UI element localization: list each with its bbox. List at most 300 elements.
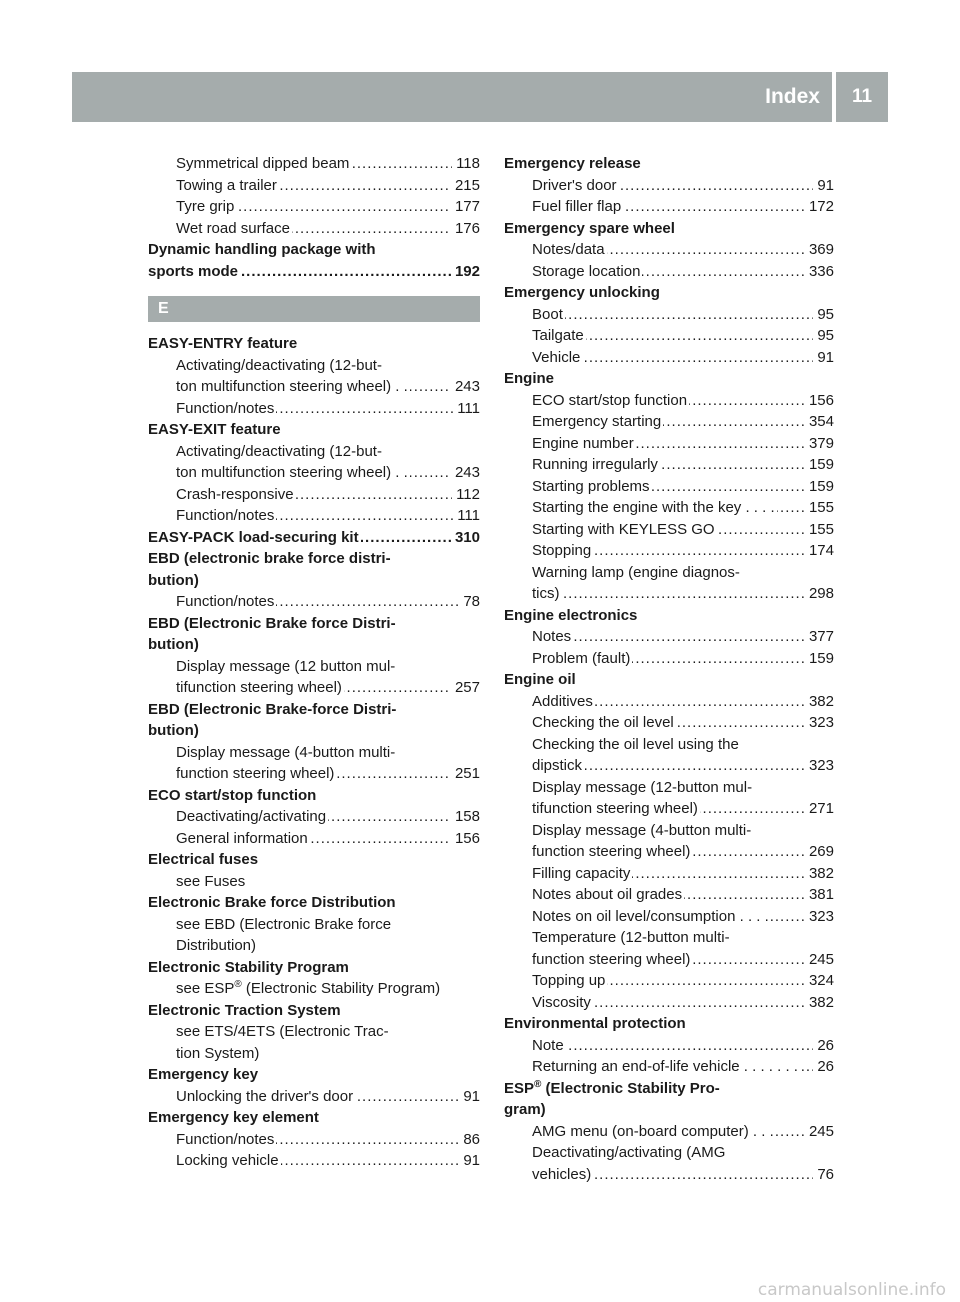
entry-label: gram) xyxy=(504,1101,546,1118)
entry-label: Deactivating/activating xyxy=(176,808,327,825)
page-reference: 155 xyxy=(805,519,834,541)
entry-text xyxy=(504,607,637,624)
index-entries-continued xyxy=(148,153,480,282)
entry-text xyxy=(176,808,328,825)
index-subentry xyxy=(504,691,834,713)
index-subentry xyxy=(504,562,834,584)
entry-text xyxy=(532,779,752,796)
entry-label: tifunction steering wheel) xyxy=(532,800,698,817)
entry-label: ton multifunction steering wheel) . . xyxy=(176,464,408,481)
page-reference: 78 xyxy=(459,591,480,613)
index-subentry xyxy=(148,806,480,828)
entry-text xyxy=(148,851,258,868)
index-column-right xyxy=(504,153,834,1185)
index-subentry xyxy=(504,325,834,347)
entry-text xyxy=(532,177,619,194)
page-reference: 369 xyxy=(805,239,834,261)
page-reference: 91 xyxy=(459,1150,480,1172)
entry-text xyxy=(532,650,632,667)
entry-text xyxy=(532,349,582,366)
entry-text xyxy=(176,980,440,997)
entry-text xyxy=(176,937,256,954)
entry-label: Activating/deactivating (12-but- xyxy=(176,442,382,460)
entry-text xyxy=(532,951,692,968)
entry-text xyxy=(504,1015,686,1032)
entry-text xyxy=(148,1109,319,1126)
entry-label: ESP xyxy=(504,1079,535,1097)
index-subentry xyxy=(504,519,834,541)
header-bar xyxy=(72,72,888,122)
entry-label: Display message (12 button mul- xyxy=(176,657,396,675)
entry-label: vehicles) xyxy=(532,1165,592,1183)
entry-label: see ESP xyxy=(176,980,235,997)
entry-text xyxy=(176,486,296,503)
index-heading xyxy=(148,1000,480,1022)
entry-text xyxy=(148,701,396,718)
page-reference: 176 xyxy=(451,218,480,240)
page-reference: 156 xyxy=(805,390,834,412)
index-subentry xyxy=(504,755,834,777)
page-reference: 95 xyxy=(813,325,834,347)
entry-label: Warning lamp (engine diagnos- xyxy=(532,563,740,581)
page-reference: 354 xyxy=(805,411,834,433)
page-reference: 159 xyxy=(805,648,834,670)
entry-text xyxy=(532,972,607,989)
index-subentry xyxy=(504,949,834,971)
index-subentry xyxy=(504,798,834,820)
entry-text xyxy=(532,693,595,710)
index-subentry xyxy=(148,218,480,240)
entry-label: dipstick xyxy=(532,757,583,774)
entry-label: Notes/data xyxy=(532,241,605,258)
entry-label: Distribution) xyxy=(176,937,257,954)
entry-text xyxy=(532,413,663,430)
index-heading xyxy=(148,419,480,441)
index-subentry xyxy=(148,828,480,850)
index-subentry xyxy=(148,484,480,506)
entry-label: Note xyxy=(532,1036,564,1054)
entry-label: Tyre grip xyxy=(176,198,235,215)
entry-label: Starting the engine with the key . . . . xyxy=(532,499,775,516)
page-reference: 245 xyxy=(805,949,834,971)
entry-label: Filling capacity xyxy=(532,864,631,882)
index-subentry xyxy=(148,441,480,463)
index-subentry xyxy=(148,742,480,764)
entry-text xyxy=(532,628,573,645)
entry-label: Notes on oil level/consumption . . . . xyxy=(532,907,769,925)
entry-text xyxy=(148,550,391,567)
entry-text xyxy=(176,830,310,847)
index-heading xyxy=(504,368,834,390)
entry-label-tail: (Electronic Stability Pro- xyxy=(541,1079,720,1097)
index-subentry xyxy=(504,433,834,455)
entry-label: function steering wheel) xyxy=(176,765,335,782)
entry-text xyxy=(176,198,236,215)
entry-label: Display message (4-button multi- xyxy=(176,743,396,761)
page-reference: 382 xyxy=(805,691,834,713)
entry-label: Locking vehicle xyxy=(176,1152,279,1169)
index-subentry xyxy=(148,656,480,678)
index-subentry xyxy=(504,777,834,799)
entry-text xyxy=(532,564,740,581)
index-heading xyxy=(148,1064,480,1086)
entry-label: Environmental protection xyxy=(504,1015,686,1032)
entry-text xyxy=(532,908,771,925)
entry-label: Viscosity xyxy=(532,993,591,1011)
entry-text xyxy=(176,1023,389,1040)
entry-label: Dynamic handling package with xyxy=(148,241,376,258)
entry-label: Starting with KEYLESS GO xyxy=(532,520,715,538)
entry-text xyxy=(148,421,281,438)
entry-label: Emergency unlocking xyxy=(504,284,660,301)
entry-label: EASY-PACK load-securing kit xyxy=(148,528,359,546)
index-subentry xyxy=(148,914,480,936)
index-subentry xyxy=(148,677,480,699)
entry-label: ECO start/stop function xyxy=(148,786,317,804)
index-heading xyxy=(148,634,480,656)
entry-text xyxy=(532,478,652,495)
entry-label: Vehicle xyxy=(532,348,581,366)
page-reference: 159 xyxy=(805,454,834,476)
page-reference: 251 xyxy=(451,763,480,785)
entry-label: Activating/deactivating (12-but- xyxy=(176,356,382,374)
entry-label: EASY-EXIT feature xyxy=(148,421,281,438)
entry-text xyxy=(176,400,276,417)
entry-label: Electronic Traction System xyxy=(148,1001,341,1019)
page-reference: 91 xyxy=(459,1086,480,1108)
page-reference: 323 xyxy=(805,712,834,734)
entry-label: tifunction steering wheel) xyxy=(176,679,342,696)
index-entries-e xyxy=(148,333,480,1172)
index-heading xyxy=(148,261,480,283)
entry-text xyxy=(532,327,586,344)
index-subentry xyxy=(504,906,834,928)
entry-text xyxy=(148,1066,258,1083)
entry-label: see EBD (Electronic Brake force xyxy=(176,915,392,933)
entry-text xyxy=(148,335,297,352)
index-subentry xyxy=(504,863,834,885)
entry-label: EBD (electronic brake force distri- xyxy=(148,550,391,567)
page-number: 11 xyxy=(851,86,873,107)
index-subentry xyxy=(148,978,480,1000)
entry-text xyxy=(148,263,240,280)
entry-text xyxy=(176,679,344,696)
page-reference: 177 xyxy=(451,196,480,218)
index-subentry xyxy=(504,390,834,412)
entry-text xyxy=(176,507,276,524)
entry-label: Checking the oil level using the xyxy=(532,735,739,753)
index-heading xyxy=(148,892,480,914)
entry-text xyxy=(148,636,199,653)
entry-label: Emergency spare wheel xyxy=(504,219,675,237)
entry-text xyxy=(148,959,349,976)
page-reference: 377 xyxy=(805,626,834,648)
index-subentry xyxy=(148,196,480,218)
entry-label: Function/notes xyxy=(176,1130,275,1148)
entry-text xyxy=(176,916,391,933)
page-reference: 257 xyxy=(451,677,480,699)
index-heading xyxy=(148,849,480,871)
entry-label: Notes xyxy=(532,628,572,645)
entry-text xyxy=(532,757,584,774)
entry-text xyxy=(504,671,576,688)
page-reference: 323 xyxy=(805,906,834,928)
index-subentry xyxy=(148,462,480,484)
entry-text xyxy=(532,1166,593,1183)
entry-label: Function/notes xyxy=(176,593,275,610)
entry-text xyxy=(532,585,562,602)
index-heading xyxy=(148,570,480,592)
index-subentry xyxy=(504,411,834,433)
entry-label: Starting problems xyxy=(532,477,650,495)
index-heading xyxy=(504,153,834,175)
entry-label: function steering wheel) xyxy=(532,950,691,968)
entry-text xyxy=(532,929,730,946)
watermark: carmanualsonline.info xyxy=(757,1280,946,1300)
entry-text xyxy=(532,263,642,280)
entry-label: Emergency key xyxy=(148,1066,259,1083)
index-subentry xyxy=(504,347,834,369)
entry-text xyxy=(504,220,675,237)
index-subentry xyxy=(504,540,834,562)
entry-text xyxy=(148,241,376,258)
entry-label: Additives xyxy=(532,692,593,710)
entry-label: Temperature (12-button multi- xyxy=(532,929,730,946)
index-heading xyxy=(148,333,480,355)
index-heading xyxy=(148,613,480,635)
page-reference: 86 xyxy=(459,1129,480,1151)
entry-text xyxy=(532,843,692,860)
page-reference: 111 xyxy=(453,398,480,420)
index-heading xyxy=(148,957,480,979)
entry-text xyxy=(148,615,396,632)
entry-label: bution) xyxy=(148,722,199,739)
index-subentry xyxy=(504,304,834,326)
index-entries-right xyxy=(504,153,834,1185)
index-subentry xyxy=(504,476,834,498)
entry-label: Function/notes xyxy=(176,507,275,524)
entry-label: Tailgate xyxy=(532,327,584,344)
entry-label: ECO start/stop function xyxy=(532,391,688,409)
index-heading xyxy=(148,785,480,807)
entry-text xyxy=(148,722,199,739)
entry-text xyxy=(532,392,689,409)
entry-label: Crash-responsive xyxy=(176,485,294,503)
page-reference: 155 xyxy=(805,497,834,519)
index-heading xyxy=(504,218,834,240)
section-letter: E xyxy=(158,300,169,317)
index-heading xyxy=(148,527,480,549)
index-subentry xyxy=(504,583,834,605)
entry-text xyxy=(176,378,410,395)
index-subentry xyxy=(148,1043,480,1065)
registered-mark: ® xyxy=(534,1078,542,1090)
index-subentry xyxy=(504,239,834,261)
entry-text xyxy=(176,177,279,194)
entry-text xyxy=(532,886,684,903)
index-subentry xyxy=(504,1142,834,1164)
entry-text xyxy=(532,499,777,516)
entry-text xyxy=(176,220,292,237)
index-subentry xyxy=(148,871,480,893)
entry-text xyxy=(532,521,717,538)
entry-label-tail: (Electronic Stability Program) xyxy=(241,980,441,997)
entry-text xyxy=(148,787,316,804)
entry-label: Emergency release xyxy=(504,155,641,172)
index-subentry xyxy=(504,1164,834,1186)
entry-label: Boot xyxy=(532,305,563,323)
page-reference: 26 xyxy=(813,1035,834,1057)
page-reference: 76 xyxy=(813,1164,834,1186)
entry-label: Fuel filler flap xyxy=(532,198,622,215)
index-subentry xyxy=(504,454,834,476)
entry-text xyxy=(532,822,751,839)
index-subentry xyxy=(504,841,834,863)
entry-label: Unlocking the driver's door xyxy=(176,1087,354,1105)
entry-text xyxy=(176,1088,355,1105)
index-heading xyxy=(148,1107,480,1129)
entry-label: Driver's door xyxy=(532,176,617,194)
entry-text xyxy=(532,198,623,215)
entry-label: bution) xyxy=(148,571,199,589)
page-reference: 382 xyxy=(805,863,834,885)
entry-text xyxy=(532,542,593,559)
entry-text xyxy=(148,572,199,589)
entry-text xyxy=(532,1058,800,1075)
entry-text xyxy=(504,1080,720,1097)
entry-text xyxy=(532,800,700,817)
entry-text xyxy=(176,1045,259,1062)
page-reference: 298 xyxy=(805,583,834,605)
page-reference: 381 xyxy=(805,884,834,906)
page-reference: 269 xyxy=(805,841,834,863)
entry-label: Symmetrical dipped beam xyxy=(176,155,350,172)
section-letter-header xyxy=(148,296,480,322)
entry-text xyxy=(176,593,276,610)
entry-label: EBD (Electronic Brake force Distri- xyxy=(148,614,396,632)
index-subentry xyxy=(504,648,834,670)
entry-label: Towing a trailer xyxy=(176,176,277,194)
entry-label: Storage location xyxy=(532,262,641,280)
index-heading xyxy=(148,699,480,721)
entry-text xyxy=(176,1152,281,1169)
entry-text xyxy=(148,894,396,911)
entry-text xyxy=(176,443,382,460)
index-subentry xyxy=(504,820,834,842)
page-reference: 245 xyxy=(805,1121,834,1143)
entry-label: General information xyxy=(176,829,308,847)
page-reference: 118 xyxy=(452,153,480,175)
entry-text xyxy=(532,435,636,452)
entry-text xyxy=(532,456,660,473)
entry-text xyxy=(532,714,676,731)
index-subentry xyxy=(148,505,480,527)
entry-label: see Fuses xyxy=(176,872,246,890)
entry-label: Emergency starting xyxy=(532,413,662,430)
entry-text xyxy=(532,736,739,753)
entry-label: Notes about oil grades xyxy=(532,886,683,903)
index-heading xyxy=(504,669,834,691)
index-heading xyxy=(504,1013,834,1035)
entry-label: Electrical fuses xyxy=(148,851,259,868)
entry-label: Function/notes xyxy=(176,399,275,417)
entry-label: tics) xyxy=(532,585,560,602)
index-subentry xyxy=(504,196,834,218)
entry-text xyxy=(176,464,410,481)
entry-text xyxy=(176,1131,276,1148)
page-reference: 159 xyxy=(805,476,834,498)
entry-text xyxy=(532,1037,566,1054)
page-reference: 156 xyxy=(451,828,480,850)
entry-text xyxy=(532,994,593,1011)
entry-label: Electronic Brake force Distribution xyxy=(148,894,396,911)
index-subentry xyxy=(504,1121,834,1143)
index-subentry xyxy=(148,355,480,377)
entry-label: function steering wheel) xyxy=(532,843,691,860)
index-subentry xyxy=(504,992,834,1014)
index-subentry xyxy=(148,1086,480,1108)
page-reference: 95 xyxy=(813,304,834,326)
entry-label: Returning an end-of-life vehicle . . . . . . . xyxy=(532,1058,798,1075)
index-heading xyxy=(148,720,480,742)
entry-text xyxy=(532,865,632,882)
page-reference: 174 xyxy=(805,540,834,562)
index-heading xyxy=(504,1099,834,1121)
index-heading xyxy=(148,548,480,570)
index-heading xyxy=(148,239,480,261)
entry-text xyxy=(504,155,641,172)
page-reference: 91 xyxy=(813,175,834,197)
index-subentry xyxy=(148,591,480,613)
registered-mark: ® xyxy=(234,979,242,990)
entry-label: sports mode xyxy=(148,262,239,280)
page-reference: 215 xyxy=(451,175,480,197)
entry-text xyxy=(504,1101,546,1118)
page-reference: 310 xyxy=(451,527,480,549)
entry-label: Checking the oil level xyxy=(532,714,674,731)
entry-label: Electronic Stability Program xyxy=(148,958,349,976)
index-subentry xyxy=(148,1150,480,1172)
page-reference: 243 xyxy=(451,376,480,398)
index-subentry xyxy=(148,376,480,398)
entry-text xyxy=(532,241,607,258)
index-heading xyxy=(504,1078,834,1100)
index-subentry xyxy=(148,1129,480,1151)
entry-label: see ETS/4ETS (Electronic Trac- xyxy=(176,1023,389,1040)
entry-label: Display message (4-button multi- xyxy=(532,821,752,839)
entry-label: Topping up xyxy=(532,972,606,989)
entry-text xyxy=(176,658,395,675)
index-subentry xyxy=(504,712,834,734)
entry-label: Emergency key element xyxy=(148,1109,319,1126)
index-subentry xyxy=(504,1035,834,1057)
header-title: Index xyxy=(765,85,820,108)
entry-text xyxy=(176,357,382,374)
entry-text xyxy=(176,744,395,761)
entry-label: Deactivating/activating (AMG xyxy=(532,1144,726,1161)
entry-text xyxy=(176,155,351,172)
entry-text xyxy=(532,1123,776,1140)
index-subentry xyxy=(504,927,834,949)
index-subentry xyxy=(504,970,834,992)
entry-label: bution) xyxy=(148,636,199,653)
entry-label: Engine electronics xyxy=(504,606,638,624)
entry-label: Engine oil xyxy=(504,671,576,688)
index-subentry xyxy=(148,763,480,785)
entry-text xyxy=(148,1002,341,1019)
page-reference: 158 xyxy=(451,806,480,828)
entry-text xyxy=(532,306,565,323)
